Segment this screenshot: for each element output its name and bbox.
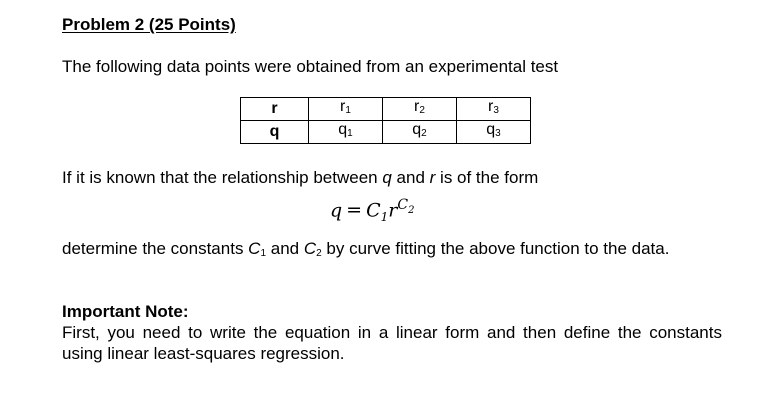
cell-subscript: 3: [495, 128, 501, 139]
table-row: [241, 121, 531, 144]
table-cell: [309, 98, 383, 121]
note-body: First, you need to write the equation in a linear form and then define the constants using linear least-squares regression.: [62, 323, 722, 363]
equation-equals: =: [346, 199, 363, 222]
relation-suffix: is of the form: [435, 168, 539, 187]
cell-var: r: [414, 98, 420, 115]
relation-prefix: If it is known that the relationship between: [62, 168, 383, 187]
var-q: q: [382, 168, 392, 187]
constant-c1: C: [248, 239, 261, 258]
table-header-cell: q: [241, 121, 309, 144]
cell-subscript: 1: [347, 128, 353, 139]
equation-exponent: [397, 197, 415, 216]
table-cell: [309, 121, 383, 144]
data-table: [240, 97, 531, 144]
equation-coefficient: C: [366, 199, 381, 222]
table-cell: [383, 121, 457, 144]
equation-base: r: [388, 199, 398, 222]
note-title: Important Note:: [62, 302, 189, 321]
table-row: [241, 98, 531, 121]
determine-part2: by curve fitting the above function to the data.: [321, 239, 670, 258]
table-header-cell: r: [241, 98, 309, 121]
cell-var: r: [488, 98, 494, 115]
determine-part1: determine the constants: [62, 239, 249, 258]
constant-c2-subscript: 2: [316, 248, 322, 259]
table-cell: [383, 98, 457, 121]
determine-text: [62, 238, 722, 264]
table-cell: [457, 121, 531, 144]
relation-text: [62, 168, 538, 188]
equation-coefficient-subscript: 1: [380, 210, 389, 225]
relation-and: and: [391, 168, 430, 187]
var-r: r: [429, 168, 436, 187]
cell-var: q: [486, 121, 496, 138]
cell-subscript: 2: [421, 128, 427, 139]
constant-c2: C: [303, 239, 317, 258]
cell-subscript: 3: [493, 105, 499, 116]
equation-lhs: q: [330, 199, 343, 222]
equation-exponent-var: C: [397, 197, 409, 213]
equation-exponent-subscript: 2: [408, 204, 415, 216]
cell-subscript: 1: [345, 105, 351, 116]
cell-var: r: [340, 98, 346, 115]
table-cell: [457, 98, 531, 121]
problem-title: Problem 2 (25 Points): [62, 15, 236, 34]
constant-c1-subscript: 1: [260, 248, 267, 259]
cell-subscript: 2: [419, 105, 425, 116]
intro-text: The following data points were obtained from an experimental test: [62, 57, 559, 76]
power-equation: [330, 197, 414, 224]
determine-and: and: [266, 239, 304, 258]
cell-var: q: [338, 121, 348, 138]
cell-var: q: [412, 121, 422, 138]
